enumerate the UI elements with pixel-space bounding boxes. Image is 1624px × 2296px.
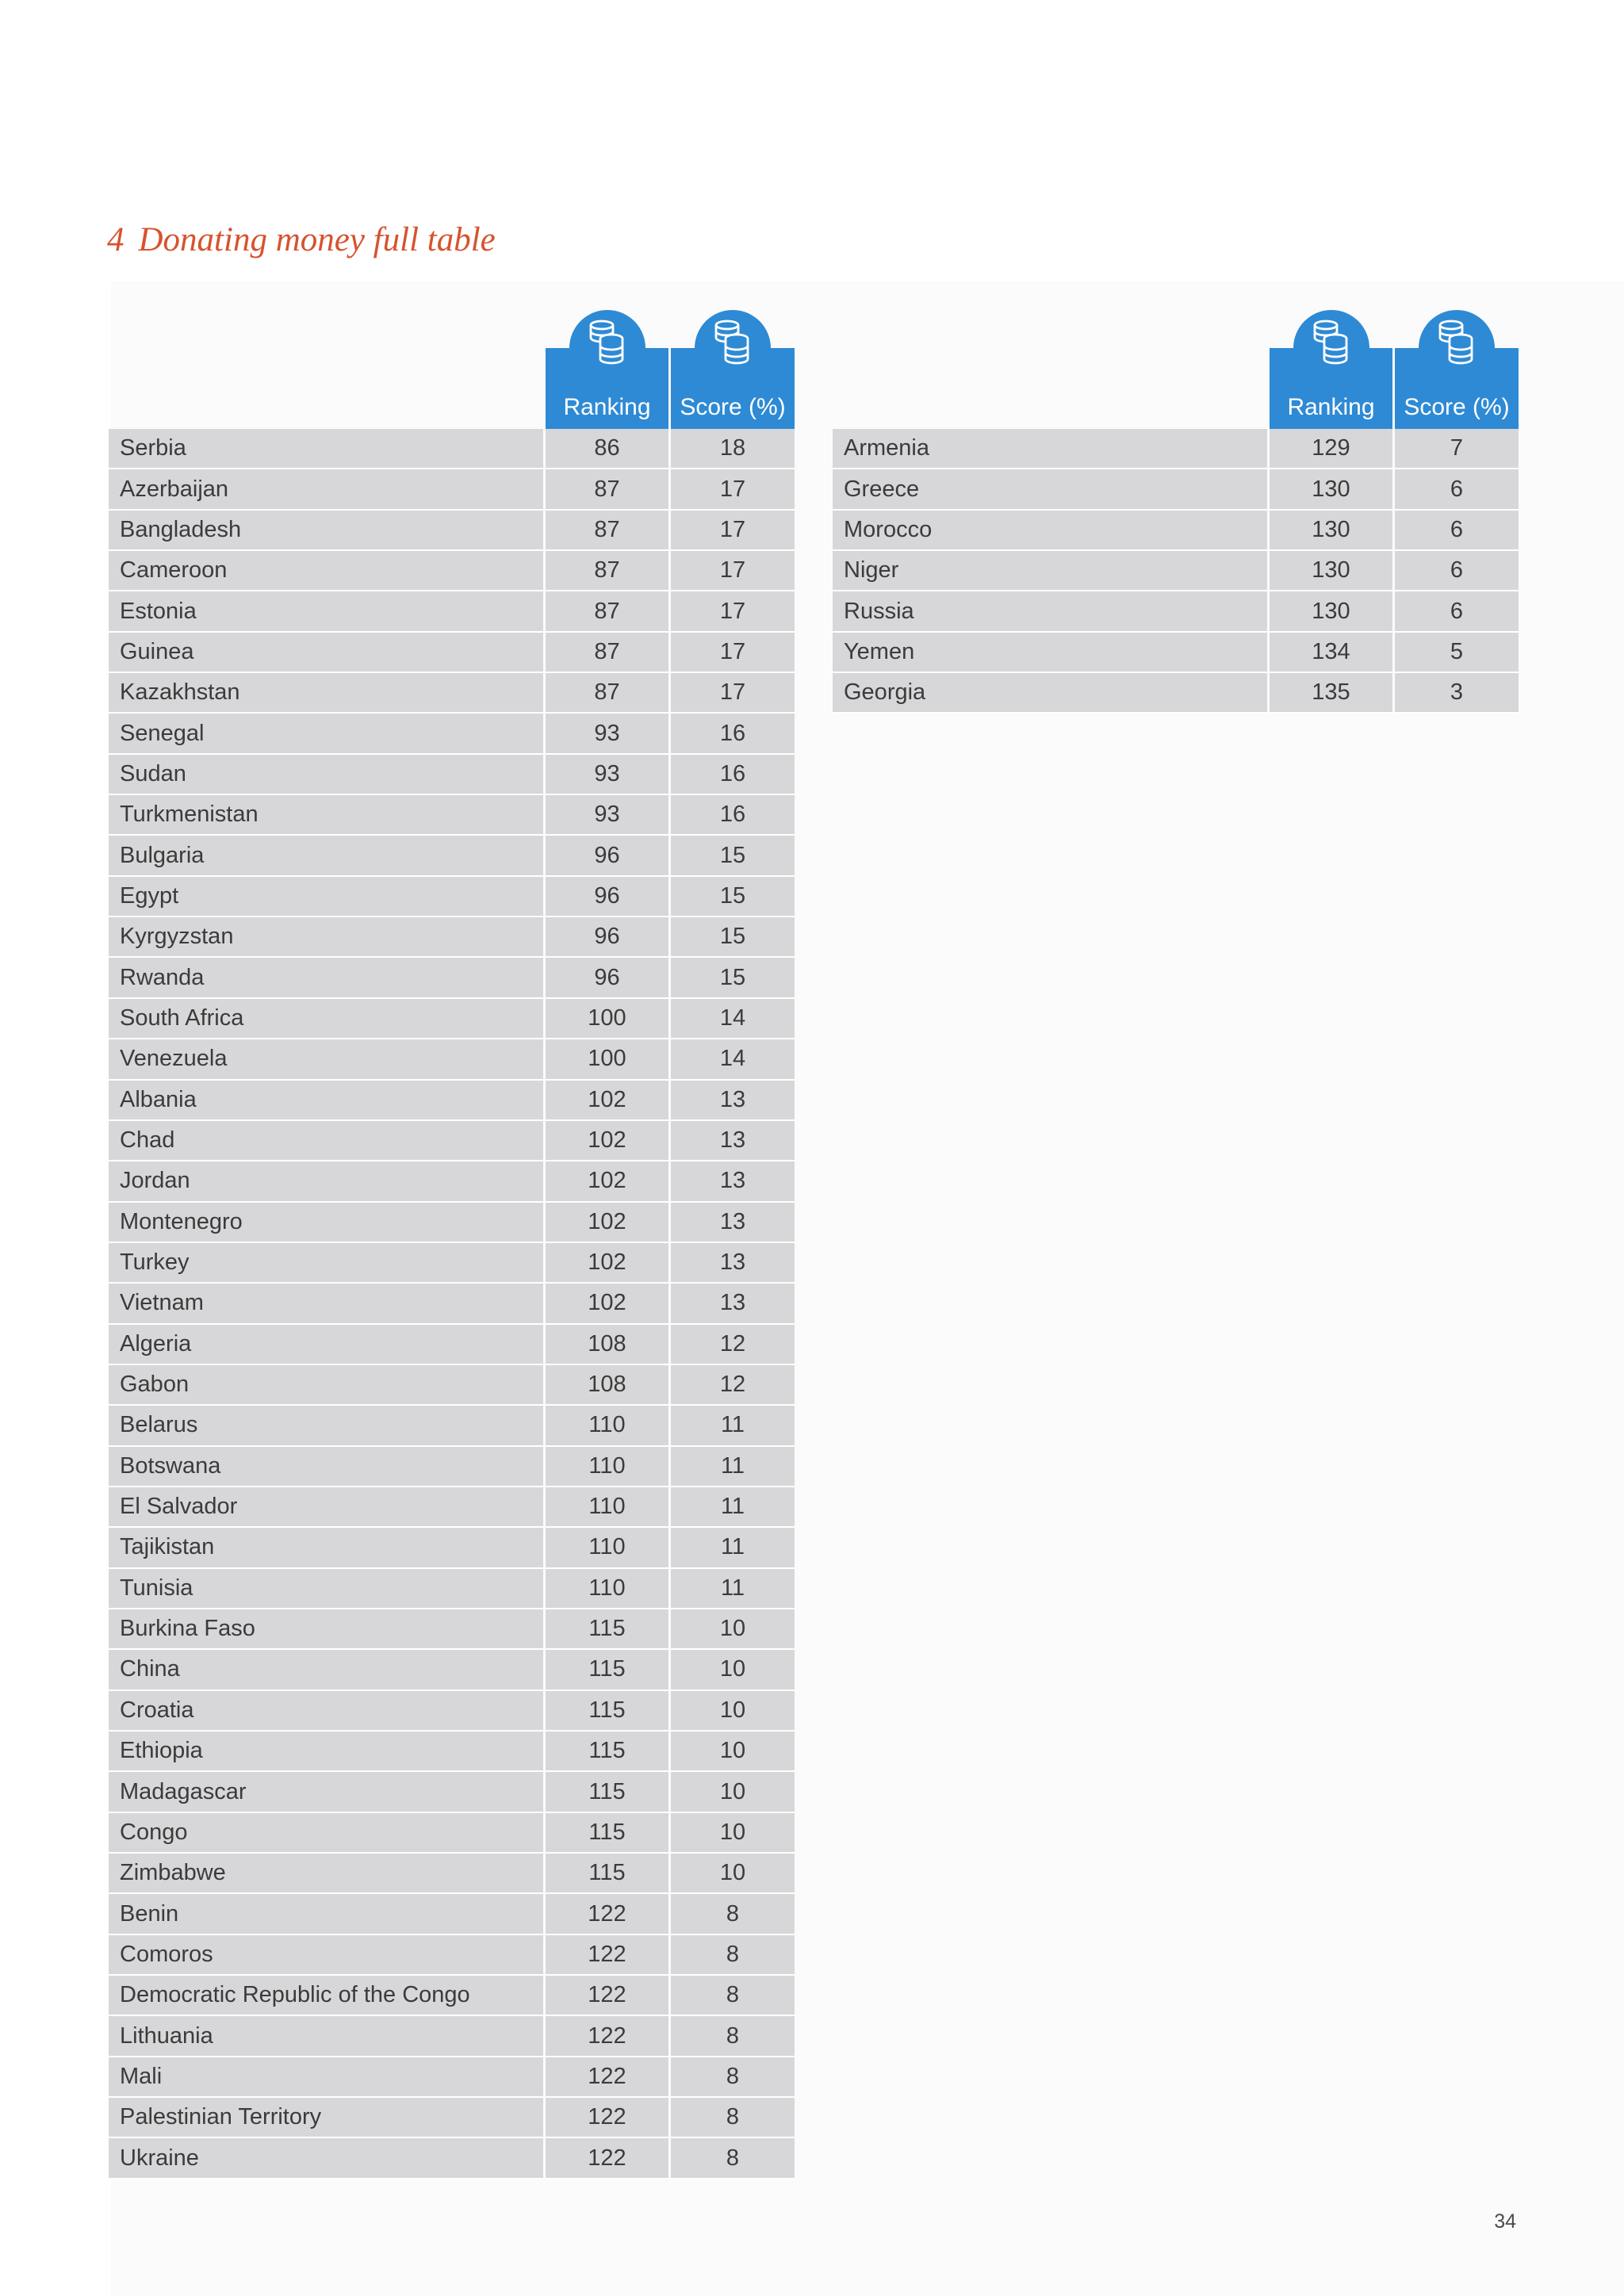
country-cell: Burkina Faso — [109, 1609, 543, 1650]
country-cell: Venezuela — [109, 1039, 543, 1080]
table-row — [109, 1406, 795, 1446]
ranking-header-label: Ranking — [1287, 394, 1375, 420]
ranking-cell: 122 — [546, 2098, 668, 2138]
score-cell: 13 — [671, 1081, 795, 1121]
table-row — [109, 795, 795, 836]
ranking-cell: 108 — [546, 1365, 668, 1406]
score-cell: 15 — [671, 917, 795, 958]
ranking-cell: 110 — [546, 1447, 668, 1487]
score-cell: 17 — [671, 469, 795, 510]
ranking-cell: 130 — [1270, 511, 1392, 551]
country-cell: Montenegro — [109, 1203, 543, 1243]
table-row — [833, 633, 1519, 673]
score-header-label: Score (%) — [680, 394, 786, 420]
ranking-cell: 87 — [546, 511, 668, 551]
table-row — [109, 1243, 795, 1284]
table-row — [109, 1365, 795, 1406]
coin-stack-icon — [569, 310, 645, 386]
country-cell: Tajikistan — [109, 1528, 543, 1568]
table-row — [109, 1894, 795, 1934]
country-cell: Russia — [833, 591, 1267, 632]
ranking-cell: 87 — [546, 469, 668, 510]
country-cell: Senegal — [109, 714, 543, 754]
coin-stack-icon — [1419, 310, 1495, 386]
table-row — [109, 1121, 795, 1161]
ranking-cell: 122 — [546, 2057, 668, 2098]
country-cell: Sudan — [109, 755, 543, 795]
country-cell: Zimbabwe — [109, 1854, 543, 1894]
score-cell: 13 — [671, 1161, 795, 1202]
country-cell: Morocco — [833, 511, 1267, 551]
country-cell: Albania — [109, 1081, 543, 1121]
ranking-cell: 115 — [546, 1813, 668, 1854]
score-cell: 10 — [671, 1772, 795, 1812]
score-cell: 8 — [671, 1976, 795, 2016]
ranking-cell: 115 — [546, 1609, 668, 1650]
donating-table-left — [109, 310, 795, 2179]
ranking-cell: 108 — [546, 1325, 668, 1365]
country-cell: Kazakhstan — [109, 673, 543, 714]
country-cell: Democratic Republic of the Congo — [109, 1976, 543, 2016]
table-row — [109, 836, 795, 876]
score-cell: 17 — [671, 633, 795, 673]
score-cell: 17 — [671, 551, 795, 591]
score-cell: 8 — [671, 2016, 795, 2057]
table-row — [109, 633, 795, 673]
score-cell: 6 — [1395, 591, 1519, 632]
country-cell: Mali — [109, 2057, 543, 2098]
ranking-cell: 102 — [546, 1161, 668, 1202]
country-cell: Jordan — [109, 1161, 543, 1202]
ranking-cell: 134 — [1270, 633, 1392, 673]
coin-stack-icon — [695, 310, 771, 386]
country-cell: Belarus — [109, 1406, 543, 1446]
table-row — [109, 1081, 795, 1121]
country-cell: Rwanda — [109, 958, 543, 998]
country-cell: Armenia — [833, 429, 1267, 469]
ranking-cell: 115 — [546, 1854, 668, 1894]
table-row — [109, 999, 795, 1039]
ranking-cell: 122 — [546, 1894, 668, 1934]
country-cell: Gabon — [109, 1365, 543, 1406]
ranking-cell: 96 — [546, 958, 668, 998]
ranking-cell: 87 — [546, 551, 668, 591]
table-row — [109, 469, 795, 510]
country-cell: Algeria — [109, 1325, 543, 1365]
ranking-cell: 130 — [1270, 469, 1392, 510]
score-cell: 11 — [671, 1487, 795, 1528]
country-cell: Ethiopia — [109, 1732, 543, 1772]
score-cell: 11 — [671, 1528, 795, 1568]
country-cell: Greece — [833, 469, 1267, 510]
country-cell: Guinea — [109, 633, 543, 673]
score-cell: 8 — [671, 2057, 795, 2098]
table-row — [833, 469, 1519, 510]
country-cell: Congo — [109, 1813, 543, 1854]
ranking-cell: 102 — [546, 1081, 668, 1121]
table-row — [109, 1447, 795, 1487]
table-row — [109, 673, 795, 714]
ranking-cell: 110 — [546, 1569, 668, 1609]
table-row — [109, 1161, 795, 1202]
country-cell: Ukraine — [109, 2138, 543, 2179]
score-cell: 10 — [671, 1609, 795, 1650]
table-row — [833, 551, 1519, 591]
score-cell: 17 — [671, 511, 795, 551]
table-row — [109, 1284, 795, 1324]
score-cell: 3 — [1395, 673, 1519, 714]
score-cell: 16 — [671, 714, 795, 754]
ranking-cell: 130 — [1270, 591, 1392, 632]
ranking-cell: 110 — [546, 1528, 668, 1568]
ranking-cell: 102 — [546, 1121, 668, 1161]
country-cell: El Salvador — [109, 1487, 543, 1528]
ranking-cell: 93 — [546, 755, 668, 795]
table-row — [109, 1325, 795, 1365]
score-cell: 5 — [1395, 633, 1519, 673]
ranking-cell: 115 — [546, 1691, 668, 1732]
table-body — [109, 429, 795, 2179]
ranking-cell: 110 — [546, 1406, 668, 1446]
score-header-label: Score (%) — [1404, 394, 1510, 420]
country-cell: Serbia — [109, 429, 543, 469]
score-cell: 6 — [1395, 469, 1519, 510]
score-cell: 10 — [671, 1650, 795, 1690]
table-row — [109, 429, 795, 469]
ranking-cell: 130 — [1270, 551, 1392, 591]
score-cell: 15 — [671, 836, 795, 876]
table-row — [109, 1732, 795, 1772]
table-row — [833, 673, 1519, 714]
table-header — [109, 310, 795, 429]
score-cell: 17 — [671, 591, 795, 632]
table-row — [109, 877, 795, 917]
ranking-cell: 100 — [546, 1039, 668, 1080]
donating-table-right — [833, 310, 1519, 714]
section-number: 4 — [107, 221, 124, 258]
coin-stack-icon — [1293, 310, 1369, 386]
ranking-cell: 122 — [546, 1976, 668, 2016]
country-cell: Comoros — [109, 1935, 543, 1976]
score-cell: 17 — [671, 673, 795, 714]
ranking-cell: 102 — [546, 1203, 668, 1243]
ranking-cell: 115 — [546, 1650, 668, 1690]
score-cell: 15 — [671, 958, 795, 998]
score-column-header — [1395, 348, 1519, 429]
country-cell: Botswana — [109, 1447, 543, 1487]
score-cell: 13 — [671, 1203, 795, 1243]
ranking-cell: 96 — [546, 836, 668, 876]
score-cell: 11 — [671, 1447, 795, 1487]
score-cell: 8 — [671, 1894, 795, 1934]
score-cell: 16 — [671, 795, 795, 836]
table-row — [109, 511, 795, 551]
table-row — [109, 2138, 795, 2179]
table-row — [109, 591, 795, 632]
table-row — [109, 917, 795, 958]
table-row — [109, 714, 795, 754]
score-cell: 10 — [671, 1813, 795, 1854]
country-cell: Kyrgyzstan — [109, 917, 543, 958]
score-cell: 12 — [671, 1365, 795, 1406]
table-row — [109, 1609, 795, 1650]
score-cell: 6 — [1395, 551, 1519, 591]
score-cell: 13 — [671, 1121, 795, 1161]
country-cell: Vietnam — [109, 1284, 543, 1324]
table-row — [109, 1650, 795, 1690]
ranking-cell: 87 — [546, 633, 668, 673]
ranking-cell: 87 — [546, 591, 668, 632]
ranking-cell: 87 — [546, 673, 668, 714]
table-row — [833, 429, 1519, 469]
score-cell: 18 — [671, 429, 795, 469]
country-cell: Benin — [109, 1894, 543, 1934]
country-cell: China — [109, 1650, 543, 1690]
table-row — [109, 1813, 795, 1854]
table-row — [833, 511, 1519, 551]
ranking-cell: 86 — [546, 429, 668, 469]
score-cell: 8 — [671, 2138, 795, 2179]
score-cell: 15 — [671, 877, 795, 917]
score-cell: 14 — [671, 999, 795, 1039]
table-row — [109, 958, 795, 998]
ranking-column-header — [1270, 348, 1392, 429]
table-row — [109, 1487, 795, 1528]
ranking-cell: 93 — [546, 714, 668, 754]
page-title — [107, 220, 496, 259]
table-row — [109, 2016, 795, 2057]
country-cell: Niger — [833, 551, 1267, 591]
country-cell: Turkmenistan — [109, 795, 543, 836]
table-header — [833, 310, 1519, 429]
ranking-cell: 122 — [546, 2016, 668, 2057]
country-cell: Georgia — [833, 673, 1267, 714]
table-row — [109, 755, 795, 795]
ranking-cell: 93 — [546, 795, 668, 836]
table-row — [109, 1935, 795, 1976]
ranking-cell: 135 — [1270, 673, 1392, 714]
score-column-header — [671, 348, 795, 429]
score-cell: 8 — [671, 1935, 795, 1976]
ranking-cell: 96 — [546, 877, 668, 917]
country-cell: Madagascar — [109, 1772, 543, 1812]
score-cell: 11 — [671, 1569, 795, 1609]
ranking-cell: 110 — [546, 1487, 668, 1528]
score-cell: 16 — [671, 755, 795, 795]
score-cell: 6 — [1395, 511, 1519, 551]
table-row — [109, 1528, 795, 1568]
ranking-cell: 122 — [546, 2138, 668, 2179]
country-cell: Egypt — [109, 877, 543, 917]
country-cell: Turkey — [109, 1243, 543, 1284]
ranking-cell: 102 — [546, 1243, 668, 1284]
ranking-cell: 122 — [546, 1935, 668, 1976]
table-row — [109, 1569, 795, 1609]
ranking-header-label: Ranking — [563, 394, 651, 420]
table-row — [109, 1203, 795, 1243]
score-cell: 13 — [671, 1243, 795, 1284]
table-row — [109, 1039, 795, 1080]
section-title: Donating money full table — [138, 221, 496, 258]
ranking-cell: 115 — [546, 1772, 668, 1812]
country-cell: Cameroon — [109, 551, 543, 591]
table-row — [109, 1691, 795, 1732]
country-cell: Chad — [109, 1121, 543, 1161]
score-cell: 8 — [671, 2098, 795, 2138]
table-row — [833, 591, 1519, 632]
score-cell: 11 — [671, 1406, 795, 1446]
ranking-column-header — [546, 348, 668, 429]
table-row — [109, 1772, 795, 1812]
score-cell: 10 — [671, 1854, 795, 1894]
score-cell: 7 — [1395, 429, 1519, 469]
ranking-cell: 129 — [1270, 429, 1392, 469]
table-row — [109, 1976, 795, 2016]
table-row — [109, 1854, 795, 1894]
country-cell: Croatia — [109, 1691, 543, 1732]
ranking-cell: 100 — [546, 999, 668, 1039]
ranking-cell: 102 — [546, 1284, 668, 1324]
country-cell: Bulgaria — [109, 836, 543, 876]
table-row — [109, 2057, 795, 2098]
score-cell: 12 — [671, 1325, 795, 1365]
score-cell: 10 — [671, 1691, 795, 1732]
country-cell: Lithuania — [109, 2016, 543, 2057]
score-cell: 10 — [671, 1732, 795, 1772]
table-row — [109, 2098, 795, 2138]
table-row — [109, 551, 795, 591]
country-cell: Bangladesh — [109, 511, 543, 551]
ranking-cell: 115 — [546, 1732, 668, 1772]
score-cell: 13 — [671, 1284, 795, 1324]
country-cell: Azerbaijan — [109, 469, 543, 510]
score-cell: 14 — [671, 1039, 795, 1080]
country-cell: Palestinian Territory — [109, 2098, 543, 2138]
ranking-cell: 96 — [546, 917, 668, 958]
country-cell: Yemen — [833, 633, 1267, 673]
page-number: 34 — [1494, 2210, 1516, 2233]
country-cell: Estonia — [109, 591, 543, 632]
table-body — [833, 429, 1519, 714]
country-cell: South Africa — [109, 999, 543, 1039]
country-cell: Tunisia — [109, 1569, 543, 1609]
